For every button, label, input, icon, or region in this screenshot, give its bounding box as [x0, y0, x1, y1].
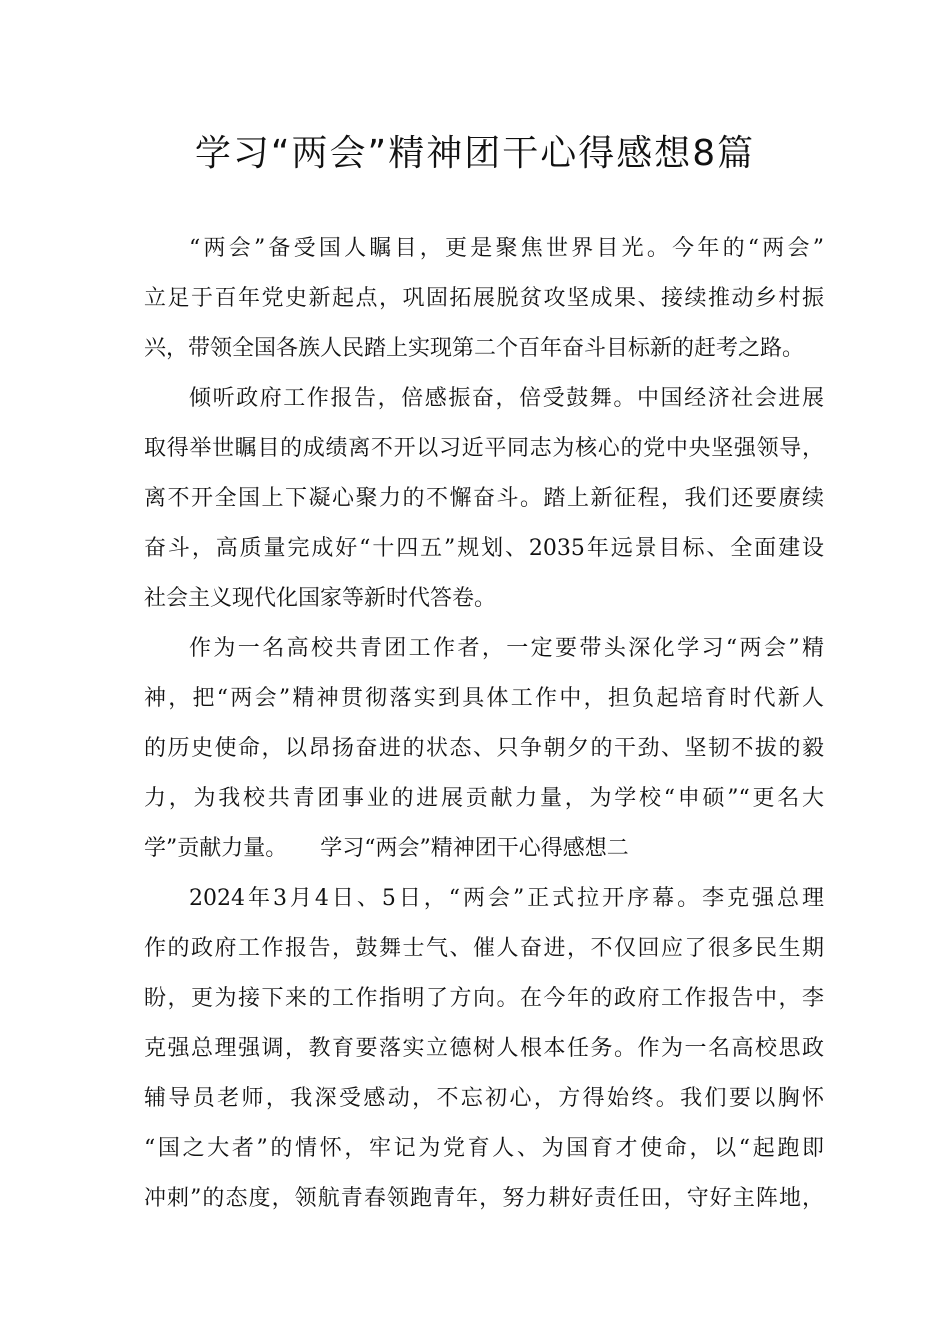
paragraph-line: 离不开全国上下凝心聚力的不懈奋斗。踏上新征程，我们还要赓续 — [144, 486, 824, 511]
paragraph-line: 社会主义现代化国家等新时代答卷。 — [144, 586, 497, 611]
paragraph-line: 盼，更为接下来的工作指明了方向。在今年的政府工作报告中，李 — [144, 986, 824, 1011]
paragraph-line: 冲刺”的态度，领航青春领跑青年，努力耕好责任田，守好主阵地， — [144, 1186, 824, 1211]
paragraph-line: 取得举世瞩目的成绩离不开以习近平同志为核心的党中央坚强领导， — [144, 436, 824, 461]
paragraph-line: 2024年3月4日、5日，“两会”正式拉开序幕。李克强总理 — [189, 886, 824, 911]
paragraph-line: 克强总理强调，教育要落实立德树人根本任务。作为一名高校思政 — [144, 1036, 824, 1061]
paragraph-line: 立足于百年党史新起点，巩固拓展脱贫攻坚成果、接续推动乡村振 — [144, 286, 824, 311]
paragraph-line: 的历史使命，以昂扬奋进的状态、只争朝夕的干劲、坚韧不拔的毅 — [144, 736, 824, 761]
paragraph-line: 作的政府工作报告，鼓舞士气、催人奋进，不仅回应了很多民生期 — [144, 936, 824, 961]
paragraph-line: 辅导员老师，我深受感动，不忘初心，方得始终。我们要以胸怀 — [144, 1086, 824, 1111]
paragraph-line: 奋斗，高质量完成好“十四五”规划、2035年远景目标、全面建设 — [144, 536, 824, 561]
paragraph-line: 力，为我校共青团事业的进展贡献力量，为学校“申硕”“更名大 — [144, 786, 824, 811]
paragraph-line: 倾听政府工作报告，倍感振奋，倍受鼓舞。中国经济社会进展 — [189, 386, 824, 411]
paragraph-line: “国之大者”的情怀，牢记为党育人、为国育才使命，以“起跑即 — [144, 1136, 824, 1161]
paragraph-line: “两会”备受国人瞩目，更是聚焦世界目光。今年的“两会” — [189, 236, 824, 261]
paragraph-line: 神，把“两会”精神贯彻落实到具体工作中，担负起培育时代新人 — [144, 686, 824, 711]
paragraph-line: 学”贡献力量。 学习“两会”精神团干心得感想二 — [144, 836, 629, 861]
paragraph-line: 兴，带领全国各族人民踏上实现第二个百年奋斗目标新的赶考之路。 — [144, 336, 805, 361]
paragraph-line: 作为一名高校共青团工作者，一定要带头深化学习“两会”精 — [189, 636, 824, 661]
document-title: 学习“两会”精神团干心得感想8篇 — [194, 133, 756, 174]
